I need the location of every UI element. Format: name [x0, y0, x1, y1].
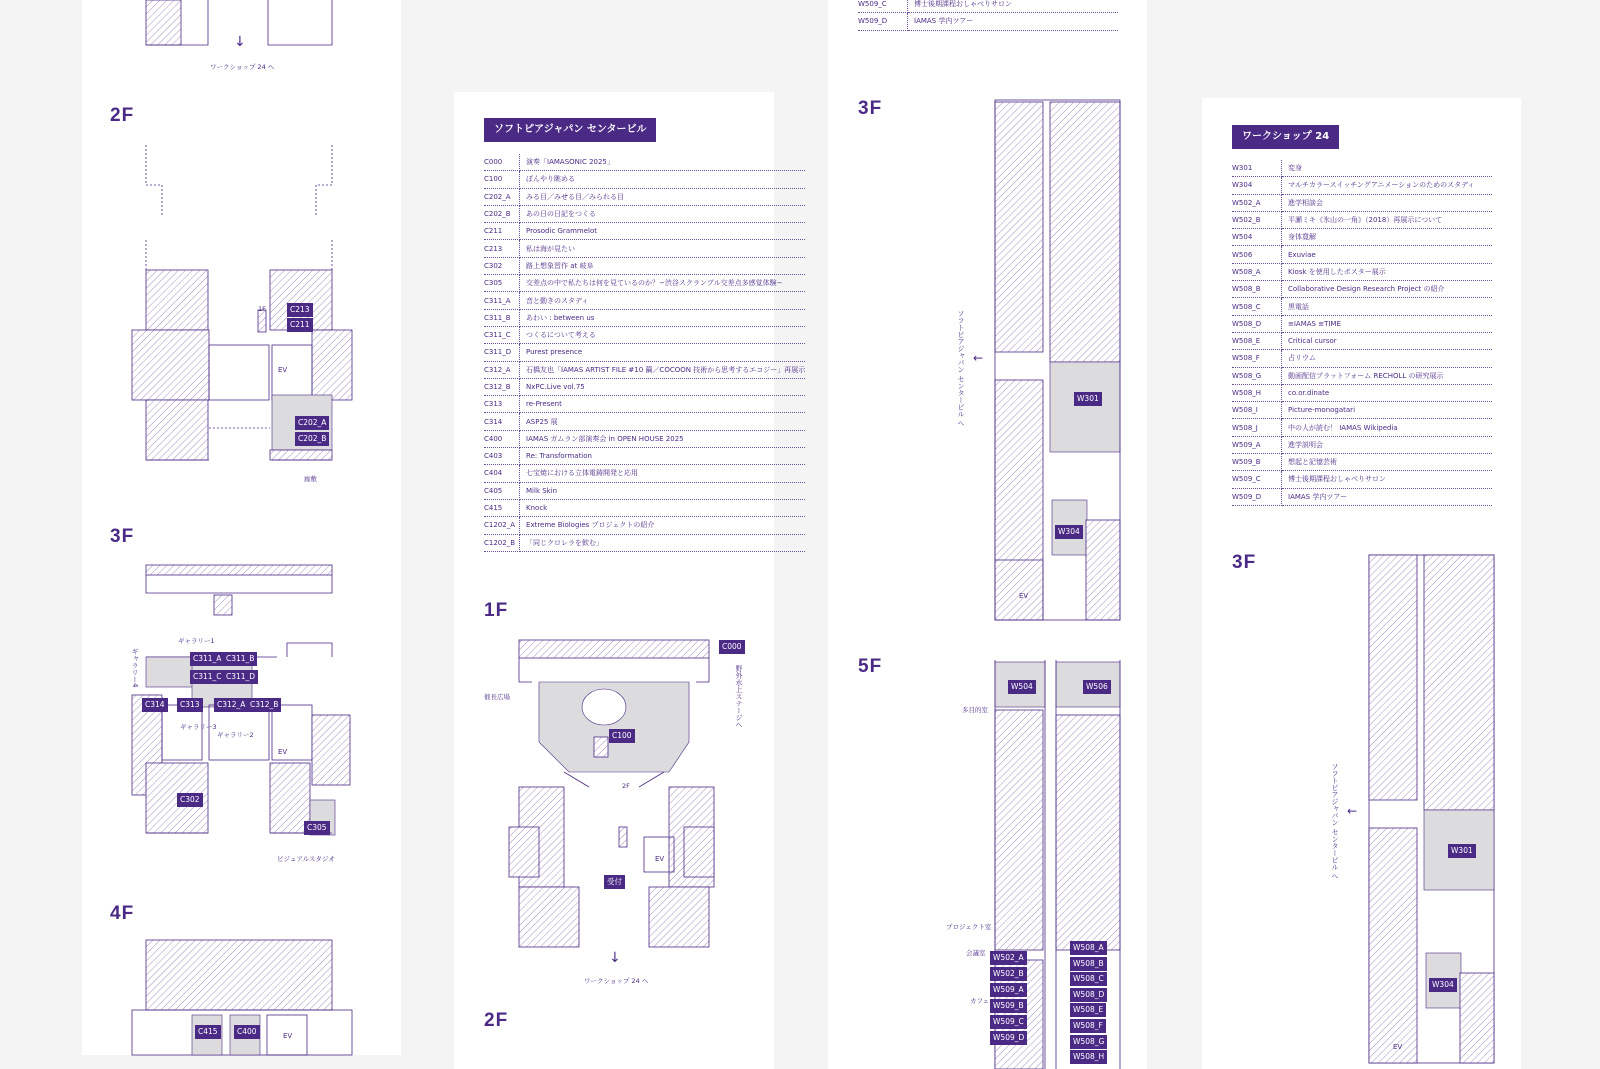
directory-row[interactable] [484, 344, 805, 361]
exhibit-title: 音と動きのスタディ [520, 292, 806, 309]
exhibit-title: ぼんやり眺める [520, 171, 806, 188]
exhibit-title: あわい : between us [520, 309, 806, 326]
directory-row[interactable] [1232, 402, 1492, 419]
directory-row[interactable] [1232, 419, 1492, 436]
room-code: W508_C [1232, 298, 1282, 315]
room-tag-c400[interactable]: C400 [234, 1025, 260, 1039]
exhibit-title: 私は海が見たい [520, 240, 806, 257]
room-code: W509_D [1232, 488, 1282, 505]
room-code: C202_A [484, 188, 520, 205]
directory-row[interactable] [484, 292, 805, 309]
exhibit-title: 黒電話 [1282, 298, 1493, 315]
exhibit-title: Collaborative Design Research Project の紹介 [1282, 281, 1493, 298]
directory-row[interactable] [484, 499, 805, 516]
exhibit-title: ≡IAMAS ≡TIME [1282, 315, 1493, 332]
ev-label-3f: EV [278, 748, 288, 756]
directory-row[interactable] [484, 482, 805, 499]
directory-row[interactable] [1232, 246, 1492, 263]
floor-label-2f-bottom: 2F [484, 1010, 509, 1031]
room-tag[interactable]: W508_G [1070, 1035, 1107, 1049]
directory-row[interactable] [484, 257, 805, 274]
room-tag[interactable]: W508_B [1070, 957, 1107, 971]
exhibit-title: NxPC.Live vol.75 [520, 378, 806, 395]
room-tag-c415[interactable]: C415 [195, 1025, 221, 1039]
room-tag[interactable]: W508_A [1070, 941, 1107, 955]
room-code: C311_C [484, 326, 520, 343]
floor-plan-2f [82, 140, 401, 470]
floor-label-2f: 2F [110, 105, 135, 126]
exhibit-title: Purest presence [520, 344, 806, 361]
directory-row[interactable] [484, 326, 805, 343]
directory-row[interactable] [484, 240, 805, 257]
room-tag[interactable]: W508_F [1070, 1019, 1106, 1033]
exhibit-title: 交差点の中で私たちは何を見ているのか？−渋谷スクランブル交差点多感覚体験− [520, 275, 806, 292]
directory-row[interactable] [484, 275, 805, 292]
exhibit-title: 演奏「IAMASONIC 2025」 [520, 154, 806, 171]
room-tag[interactable]: W509_A [990, 983, 1027, 997]
room-code: C312_A [484, 361, 520, 378]
exhibit-title: 身体寛解 [1282, 229, 1493, 246]
ev-label-2f: EV [278, 366, 288, 374]
exhibit-title: マルチカラースイッチングアニメーションのためのスタディ [1282, 177, 1493, 194]
ev-label-4f: EV [283, 1032, 293, 1040]
directory-panel-workshop24 [1202, 98, 1521, 1069]
room-tag-c314[interactable]: C314 [142, 698, 168, 712]
corridor-label: 廊敷 [304, 475, 317, 483]
floor-label-3f: 3F [858, 98, 883, 119]
directory-row[interactable] [1232, 471, 1492, 488]
directory-row[interactable] [1232, 384, 1492, 401]
directory-row[interactable] [1232, 177, 1492, 194]
directory-row[interactable] [484, 396, 805, 413]
room-tag-w304[interactable]: W304 [1429, 978, 1457, 992]
room-code: W508_B [1232, 281, 1282, 298]
room-tag[interactable]: W509_D [990, 1031, 1027, 1045]
exhibit-title: 中の人が読む！ IAMAS Wikipedia [1282, 419, 1493, 436]
room-tag[interactable]: W508_E [1070, 1003, 1106, 1017]
room-code: C314 [484, 413, 520, 430]
floor-label-4f: 4F [110, 903, 135, 924]
exhibit-title: 路上想象習作 at 岐阜 [520, 257, 806, 274]
directory-row[interactable] [484, 378, 805, 395]
room-code: C415 [484, 499, 520, 516]
room-code: W508_F [1232, 350, 1282, 367]
floor-map-panel-workshop24 [828, 0, 1147, 1069]
directory-row[interactable] [484, 188, 805, 205]
room-tag-c311-d[interactable]: C311_D [223, 670, 258, 684]
room-code: C211 [484, 223, 520, 240]
directory-row[interactable] [1232, 436, 1492, 453]
gallery4-label: ギャラリー4 [131, 648, 139, 688]
room-tag[interactable]: W508_C [1070, 972, 1107, 986]
exhibit-title: 七宝焼における立体電鋳開発と応用 [520, 465, 806, 482]
directory-row[interactable] [1232, 332, 1492, 349]
room-tag-w506[interactable]: W506 [1083, 680, 1111, 694]
exhibit-title: Prosodic Grammelot [520, 223, 806, 240]
room-code: W506 [1232, 246, 1282, 263]
room-code: W304 [1232, 177, 1282, 194]
exhibit-title: 博士後期課程おしゃべりサロン [1282, 471, 1493, 488]
room-code: W509_A [1232, 436, 1282, 453]
directory-panel-centerbuilding [454, 92, 806, 1069]
directory-row[interactable] [1232, 367, 1492, 384]
room-code: W508_D [1232, 315, 1282, 332]
room-code: W508_J [1232, 419, 1282, 436]
room-code: W502_A [1232, 194, 1282, 211]
gallery3-label: ギャラリー3 [180, 723, 217, 731]
room-tag-w504[interactable]: W504 [1008, 680, 1036, 694]
directory-row[interactable] [484, 517, 805, 534]
floor-map-panel-centerbuilding-upper [82, 0, 401, 1055]
exhibit-title: Re: Transformation [520, 448, 806, 465]
ev-label-3f: EV [1393, 1043, 1403, 1051]
room-code: C311_B [484, 309, 520, 326]
directory-row[interactable] [484, 413, 805, 430]
directory-row[interactable] [1232, 194, 1492, 211]
arrow-left-icon: ← [1347, 804, 1358, 818]
stair-label-1f: 1F [258, 305, 266, 313]
exhibit-title: ASP25 展 [520, 413, 806, 430]
room-code: W509_B [1232, 454, 1282, 471]
gallery2-label: ギャラリー2 [217, 731, 254, 739]
centerbuilding-direction-label: ソフトピアジャパン センタービル へ [957, 310, 965, 427]
room-code: C311_A [484, 292, 520, 309]
building-header: ソフトピアジャパン センタービル [484, 118, 656, 142]
room-tag-c302[interactable]: C302 [177, 793, 203, 807]
room-tag-c202-b[interactable]: C202_B [295, 432, 329, 446]
room-code: C302 [484, 257, 520, 274]
directory-row[interactable] [1232, 160, 1492, 177]
exhibit-directory-table-tail [858, 0, 1118, 31]
project-room-label: プロジェクト室 [946, 923, 992, 931]
gallery1-label: ギャラリー1 [178, 637, 215, 645]
exhibit-title: 石橋友也「IAMAS ARTIST FILE #10 繭／COCOON 技術から思考するエコジー」再展示 [520, 361, 806, 378]
room-code: W508_I [1232, 402, 1282, 419]
directory-row[interactable] [1232, 454, 1492, 471]
directory-row[interactable] [1232, 298, 1492, 315]
directory-row[interactable] [858, 0, 1118, 13]
cafe-label: カフェ [970, 997, 990, 1005]
room-tag-c312-a[interactable]: C312_A [214, 698, 248, 712]
workshop24-direction-label: ワークショップ 24 へ [210, 63, 275, 71]
directory-row[interactable] [484, 430, 805, 447]
room-tag-w301[interactable]: W301 [1448, 844, 1476, 858]
visual-studio-label: ビジュアルスタジオ [277, 855, 335, 863]
directory-row[interactable] [1232, 229, 1492, 246]
room-tag-c313[interactable]: C313 [177, 698, 203, 712]
room-code: C404 [484, 465, 520, 482]
floor-label-5f: 5F [858, 656, 883, 677]
directory-row[interactable] [1232, 350, 1492, 367]
directory-row[interactable] [484, 448, 805, 465]
floor-label-3f: 3F [1232, 552, 1257, 573]
room-code: C311_D [484, 344, 520, 361]
arrow-left-icon: ← [973, 351, 984, 365]
floor-plan-3f [828, 100, 1147, 620]
room-code: W509_C [1232, 471, 1282, 488]
exhibit-title: Exuviae [1282, 246, 1493, 263]
exhibit-title: Picture-monogatari [1282, 402, 1493, 419]
reception-tag[interactable]: 受付 [604, 875, 625, 889]
exhibit-title: Knock [520, 499, 806, 516]
room-tag[interactable]: W509_B [990, 999, 1027, 1013]
directory-row[interactable] [484, 534, 805, 551]
exhibit-directory-table [1232, 160, 1492, 506]
exhibit-title: 進学説明会 [1282, 436, 1493, 453]
directory-row[interactable] [858, 13, 1118, 30]
building-header: ワークショップ 24 [1232, 125, 1339, 149]
room-code: W509_D [858, 13, 908, 30]
room-tag-c311-b[interactable]: C311_B [223, 652, 257, 666]
directory-row[interactable] [484, 223, 805, 240]
room-tag[interactable]: W502_B [990, 967, 1027, 981]
exhibit-title: Critical cursor [1282, 332, 1493, 349]
exhibit-title: Kiosk を使用したポスター展示 [1282, 263, 1493, 280]
room-code: W508_A [1232, 263, 1282, 280]
room-code: W508_E [1232, 332, 1282, 349]
room-code: C000 [484, 154, 520, 171]
exhibit-title: co.or.dinate [1282, 384, 1493, 401]
exhibit-title: あの日の日記をつくる [520, 205, 806, 222]
ev-label-1f: EV [655, 855, 665, 863]
directory-row[interactable] [484, 154, 805, 171]
room-tag-w304[interactable]: W304 [1055, 525, 1083, 539]
floor-label-1f: 1F [484, 600, 509, 621]
directory-row[interactable] [484, 361, 805, 378]
exhibit-title: IAMAS 学内ツアー [908, 13, 1119, 30]
exhibit-title: みる目／みせる目／みられる目 [520, 188, 806, 205]
meeting-room-label: 会議室 [966, 949, 986, 957]
room-tag[interactable]: W502_A [990, 951, 1027, 965]
room-tag-c211[interactable]: C211 [287, 318, 313, 332]
directory-row[interactable] [1232, 488, 1492, 505]
directory-row[interactable] [484, 309, 805, 326]
room-code: C1202_B [484, 534, 520, 551]
room-code: C313 [484, 396, 520, 413]
room-tag-c000[interactable]: C000 [719, 640, 745, 654]
stair-label-2f: 2F [622, 782, 630, 790]
arrow-down-icon: ↓ [234, 34, 246, 50]
floor-plan-3f [1202, 553, 1521, 1063]
room-code: C213 [484, 240, 520, 257]
directory-row[interactable] [484, 465, 805, 482]
directory-row[interactable] [484, 205, 805, 222]
room-code: W301 [1232, 160, 1282, 177]
plaza-label: 催長広場 [484, 693, 510, 701]
room-tag-c305[interactable]: C305 [304, 821, 330, 835]
ev-label-3f: EV [1019, 592, 1029, 600]
room-tag-c312-b[interactable]: C312_B [247, 698, 281, 712]
room-tag[interactable]: W508_D [1070, 988, 1107, 1002]
exhibit-title: re-Present [520, 396, 806, 413]
exhibit-title: 動画配信プラットフォーム RECHOLL の研究展示 [1282, 367, 1493, 384]
room-code: C405 [484, 482, 520, 499]
floor-label-3f: 3F [110, 526, 135, 547]
directory-row[interactable] [1232, 211, 1492, 228]
outdoor-stage-direction-label: 野外水上ステージへ [735, 665, 743, 728]
room-code: C403 [484, 448, 520, 465]
room-code: C305 [484, 275, 520, 292]
directory-row[interactable] [1232, 281, 1492, 298]
centerbuilding-direction-label: ソフトピアジャパン センタービル へ [1331, 763, 1339, 880]
workshop24-direction-label: ワークショップ 24 へ [584, 977, 649, 985]
directory-row[interactable] [1232, 315, 1492, 332]
room-tag[interactable]: W508_H [1070, 1050, 1107, 1064]
room-code: C100 [484, 171, 520, 188]
exhibit-title: 「同じクロレラを飲む」 [520, 534, 806, 551]
exhibit-title: IAMAS 学内ツアー [1282, 488, 1493, 505]
room-code: C1202_A [484, 517, 520, 534]
room-code: C400 [484, 430, 520, 447]
exhibit-title: 博士後期課程おしゃべりサロン [908, 0, 1119, 13]
room-code: W509_C [858, 0, 908, 13]
exhibit-title: 平瀬ミキ《氷山の一角》（2018）再展示について [1282, 211, 1493, 228]
exhibit-title: つくるについて考える [520, 326, 806, 343]
room-tag-c202-a[interactable]: C202_A [295, 416, 329, 430]
exhibit-title: 占リウム [1282, 350, 1493, 367]
directory-row[interactable] [1232, 263, 1492, 280]
room-code: W508_H [1232, 384, 1282, 401]
room-code: C312_B [484, 378, 520, 395]
exhibit-title: Extreme Biologies プロジェクトの紹介 [520, 517, 806, 534]
room-tag[interactable]: W509_C [990, 1015, 1027, 1029]
exhibit-title: 想起と記憶芸術 [1282, 454, 1493, 471]
arrow-down-icon: ↓ [609, 950, 621, 966]
exhibit-title: 進学相談会 [1282, 194, 1493, 211]
directory-row[interactable] [484, 171, 805, 188]
room-tag-c311-a[interactable]: C311_A [190, 652, 224, 666]
room-tag-c311-c[interactable]: C311_C [190, 670, 225, 684]
floor-plan-1f [454, 637, 774, 967]
exhibit-directory-table [484, 154, 805, 552]
room-code: W508_G [1232, 367, 1282, 384]
exhibit-title: IAMAS ガムラン部演奏会 in OPEN HOUSE 2025 [520, 430, 806, 447]
room-code: W504 [1232, 229, 1282, 246]
room-tag-c100[interactable]: C100 [609, 729, 635, 743]
room-tag-w301[interactable]: W301 [1074, 392, 1102, 406]
room-code: C202_B [484, 205, 520, 222]
multipurpose-room-label: 多目的室 [962, 706, 988, 714]
exhibit-title: Milk Skin [520, 482, 806, 499]
room-tag-c213[interactable]: C213 [287, 303, 313, 317]
exhibit-title: 変身 [1282, 160, 1493, 177]
room-code: W502_B [1232, 211, 1282, 228]
